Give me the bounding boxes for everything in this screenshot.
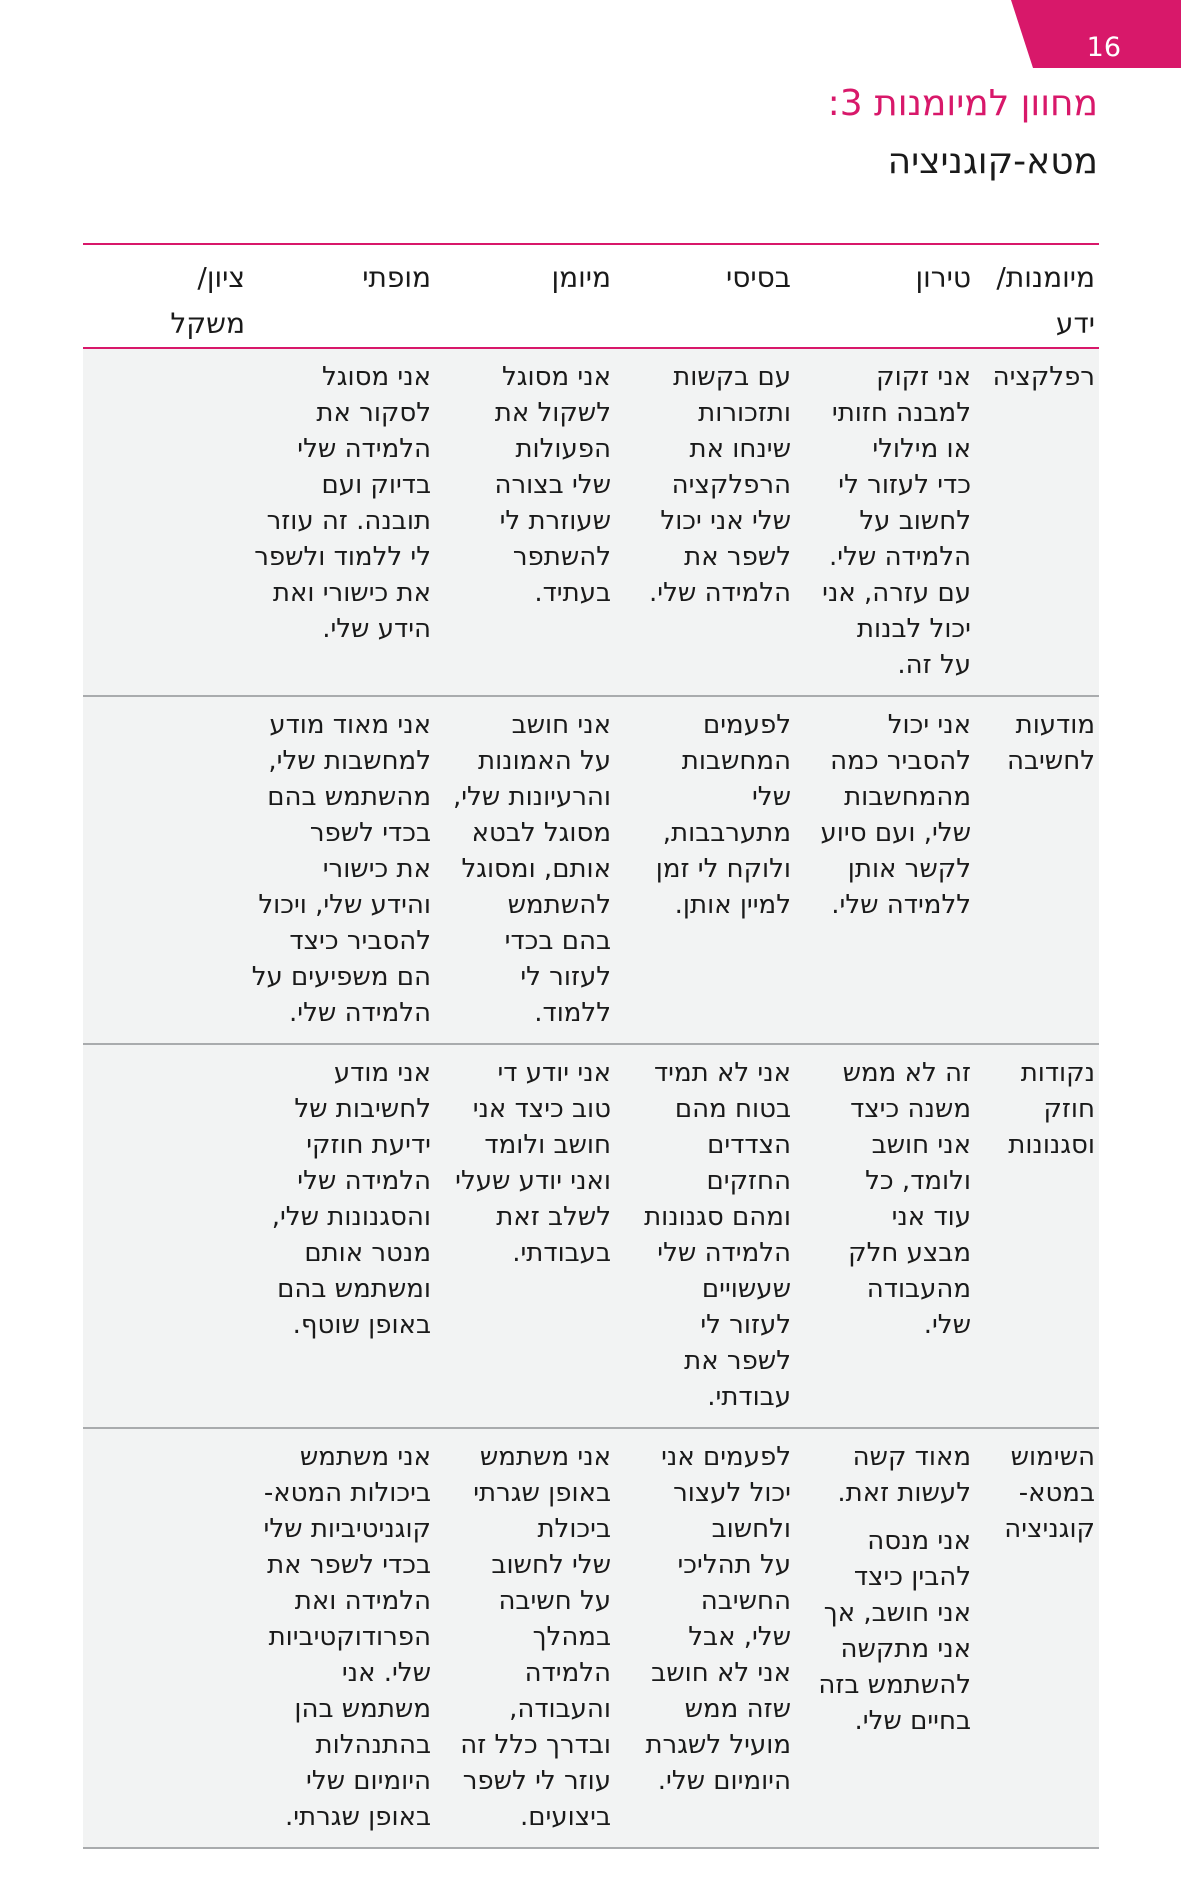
score-cell[interactable] bbox=[83, 696, 245, 1044]
skill-cell: נקודות חוזק וסגנונות bbox=[975, 1044, 1099, 1428]
table-row bbox=[83, 1044, 1099, 1428]
novice-cell: אני זקוק למבנה חזותי או מילולי כדי לעזור לי לחשוב על הלמידה שלי. עם עזרה, אני יכול לבנות על זה. bbox=[795, 348, 975, 696]
score-cell[interactable] bbox=[83, 348, 245, 696]
exemplary-cell: אני מסוגל לסקור את הלמידה שלי בדיוק ועם תובנה. זה עוזר לי ללמוד ולשפר את כישורי ואת הידע שלי. bbox=[245, 348, 435, 696]
novice-cell: זה לא ממש משנה כיצד אני חושב ולומד, כל עוד אני מבצע חלק מהעבודה שלי. bbox=[795, 1044, 975, 1428]
exemplary-cell: אני משתמש ביכולות המטא- קוגניטיביות שלי בכדי לשפר את הלמידה ואת הפרודוקטיביות שלי. אני משתמש בהן בהתנהלות היומיום שלי באופן שגרתי. bbox=[245, 1428, 435, 1848]
novice-cell: מאוד קשה לעשות זאת. אני מנסה להבין כיצד אני חושב, אך אני מתקשה להשתמש בזה בחיים שלי. bbox=[795, 1428, 975, 1848]
table-row bbox=[83, 696, 1099, 1044]
proficient-cell: אני חושב על האמונות והרעיונות שלי, מסוגל לבטא אותם, ומסוגל להשתמש בהם בכדי לעזור לי ללמוד. bbox=[435, 696, 615, 1044]
page-subtitle: מטא-קוגניציה bbox=[887, 141, 1098, 182]
skill-cell: רפלקציה bbox=[975, 348, 1099, 696]
header-score: ציון/ משקל bbox=[83, 244, 245, 348]
header-row bbox=[83, 244, 1099, 348]
rubric-body bbox=[83, 348, 1099, 1848]
skill-cell: השימוש במטא- קוגניציה bbox=[975, 1428, 1099, 1848]
table-row bbox=[83, 348, 1099, 696]
basic-cell: עם בקשות ותזכורות שינחו את הרפלקציה שלי אני יכול לשפר את הלמידה שלי. bbox=[615, 348, 795, 696]
header-exemplary: מופתי bbox=[245, 244, 435, 348]
header-novice: טירון bbox=[795, 244, 975, 348]
rubric-header bbox=[83, 244, 1099, 348]
novice-cell: אני יכול להסביר כמה מהמחשבות שלי, ועם סיוע לקשר אותן ללמידה שלי. bbox=[795, 696, 975, 1044]
basic-cell: לפעמים אני יכול לעצור ולחשוב על תהליכי החשיבה שלי, אבל אני לא חושב שזה ממש מועיל לשגרת היומיום שלי. bbox=[615, 1428, 795, 1848]
basic-cell: אני לא תמיד בטוח מהם הצדדים החזקים ומהם סגנונות הלמידה שלי שעשויים לעזור לי לשפר את עבודתי. bbox=[615, 1044, 795, 1428]
rubric-table bbox=[83, 243, 1099, 1849]
proficient-cell: אני משתמש באופן שגרתי ביכולת שלי לחשוב על חשיבה במהלך הלמידה והעבודה, ובדרך כלל זה עוזר לי לשפר ביצועים. bbox=[435, 1428, 615, 1848]
table-row bbox=[83, 1428, 1099, 1848]
exemplary-cell: אני מאוד מודע למחשבות שלי, מהשתמש בהם בכדי לשפר את כישורי והידע שלי, ויכול להסביר כיצד הם משפיעים על הלמידה שלי. bbox=[245, 696, 435, 1044]
title-block bbox=[828, 82, 1098, 184]
header-basic: בסיסי bbox=[615, 244, 795, 348]
skill-cell: מודעות לחשיבה bbox=[975, 696, 1099, 1044]
basic-cell: לפעמים המחשבות שלי מתערבבות, ולוקח לי זמן למיין אותן. bbox=[615, 696, 795, 1044]
page-number: 16 bbox=[1086, 32, 1121, 63]
proficient-cell: אני יודע די טוב כיצד אני חושב ולומד ואני יודע שעלי לשלב זאת בעבודתי. bbox=[435, 1044, 615, 1428]
header-skill: מיומנות/ ידע bbox=[975, 244, 1099, 348]
score-cell[interactable] bbox=[83, 1044, 245, 1428]
score-cell[interactable] bbox=[83, 1428, 245, 1848]
header-proficient: מיומן bbox=[435, 244, 615, 348]
exemplary-cell: אני מודע לחשיבות של ידיעת חוזקי הלמידה שלי והסגנונות שלי, מנטר אותם ומשתמש בהם באופן שוטף. bbox=[245, 1044, 435, 1428]
page-title: מחוון למיומנות 3: bbox=[827, 83, 1098, 124]
proficient-cell: אני מסוגל לשקול את הפעולות שלי בצורה שעוזרת לי להשתפר בעתיד. bbox=[435, 348, 615, 696]
